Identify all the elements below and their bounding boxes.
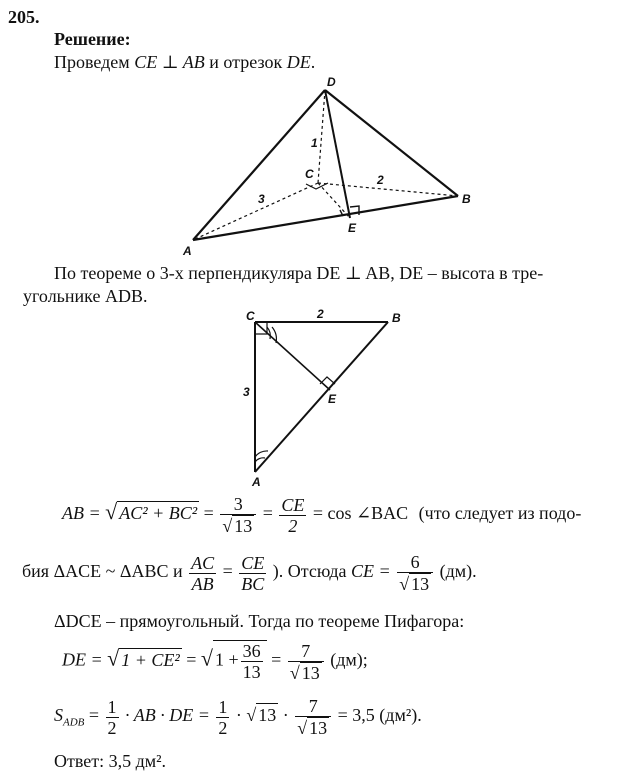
de-one-plus: 1 + — [215, 649, 239, 670]
sim-f2-den: BC — [241, 573, 265, 594]
sim-f3-den: 13 — [411, 574, 430, 594]
s-h2-num: 1 — [218, 696, 228, 717]
label-d: D — [327, 75, 336, 89]
sim-prefix: бия ΔACE ~ ΔABC и — [22, 561, 183, 582]
ab-f2-num: CE — [281, 494, 305, 515]
sim-eq: = — [222, 561, 233, 582]
de-r-num: 7 — [288, 641, 324, 662]
sim-f1-num: AC — [191, 552, 215, 573]
s-h-num: 1 — [107, 696, 117, 717]
ab-lhs: AB = — [62, 503, 101, 524]
s-r-den: 13 — [309, 718, 328, 738]
intro-prefix: Проведем — [54, 52, 130, 72]
answer-line: Ответ: 3,5 дм². — [54, 751, 167, 771]
s-sq: 13 — [258, 705, 277, 726]
label2-e: E — [328, 392, 337, 406]
pythagoras-line: ΔDCE – прямоугольный. Тогда по теореме Пифагора: — [54, 611, 465, 631]
ab-radicand: AC² + BC² — [119, 503, 198, 524]
s-dot1: · — [235, 705, 242, 726]
edge-da — [193, 90, 325, 240]
sim-f3-num: 6 — [397, 552, 433, 573]
len-dc: 1 — [311, 136, 318, 150]
edge-cb — [318, 183, 458, 196]
edge-db — [325, 90, 458, 196]
label-c: C — [305, 167, 314, 181]
len2-cb: 2 — [317, 307, 324, 321]
problem-number: 205. — [8, 7, 40, 27]
ab-eq1: = — [203, 503, 214, 524]
edge2-ab — [255, 322, 388, 472]
label-e: E — [348, 221, 357, 235]
s-sub: ADB — [63, 716, 85, 729]
edge-ca — [193, 183, 318, 240]
similarity-line: бия ΔACE ~ ΔABC и $\frac{AC}{AB}$ = $\frac{CE}{BC}$ ). Отсюда CE = $\frac{6}{√ 13}$ (дм). — [22, 552, 477, 594]
de-unit: (дм); — [330, 649, 368, 670]
intro-middle: и отрезок — [209, 52, 283, 72]
de-eq2: = — [271, 649, 282, 670]
s-eq: = — [88, 705, 100, 726]
sim-mid: ). Отсюда — [272, 561, 347, 582]
theorem-line-2: угольнике ADB. — [23, 286, 148, 306]
label2-c: C — [246, 309, 255, 323]
ab-f1-den: 13 — [234, 516, 253, 536]
len-cb: 2 — [377, 173, 384, 187]
s-mid: · AB · DE = — [125, 705, 210, 726]
s-lhs: S — [54, 705, 63, 726]
solution-heading: Решение: — [54, 29, 131, 49]
sim-f1-den: AB — [191, 573, 214, 594]
ab-f2-den: 2 — [288, 515, 298, 536]
sim-ce: CE = — [351, 561, 391, 582]
s-r-num: 7 — [295, 696, 331, 717]
len-ac: 3 — [258, 192, 265, 206]
sim-unit: (дм). — [439, 561, 477, 582]
de-lhs: DE = — [62, 649, 103, 670]
de-r-den: 13 — [301, 662, 320, 683]
formula-s: $S_{ADB}$ = $\frac{1}{2}$ · AB · DE = $\frac{1}{2}$ · √ 13 · $\frac{7}{√ 13}$ = 3,5 (дм²). — [54, 696, 422, 738]
edge-de — [325, 90, 350, 218]
de-f-den: 13 — [242, 662, 261, 682]
s-result: = 3,5 (дм²). — [337, 705, 422, 726]
de-rad1: 1 + CE² — [121, 649, 180, 670]
de-f-num: 36 — [242, 641, 261, 661]
formula-de: DE = √ 1 + CE² = √ 1 + $\frac{36}{13}$ = $\frac{7}{√ 13}$ (дм); — [62, 640, 368, 683]
intro-end: . — [310, 52, 316, 72]
label2-b: B — [392, 311, 401, 325]
intro-de: DE — [286, 52, 311, 72]
label2-a: A — [252, 475, 261, 489]
s-dot2: · — [282, 705, 289, 726]
formula-ab: AB = √ AC² + BC² = $\frac{3}{√ 13}$ = $\frac{CE}{2}$ = cos ∠BAC (что следует из подо- — [62, 494, 582, 536]
de-eq1: = — [186, 649, 197, 670]
ab-eq2: = — [262, 503, 273, 524]
ab-cos: cos ∠BAC — [327, 503, 409, 524]
s-h2-den: 2 — [218, 717, 228, 738]
label-a: A — [183, 244, 192, 258]
edge2-ce — [255, 322, 330, 390]
sim-f2-num: CE — [241, 552, 265, 573]
s-h-den: 2 — [107, 717, 117, 738]
ab-f1-num: 3 — [220, 494, 256, 515]
edge-ab — [193, 196, 458, 240]
intro-ce-perp-ab: CE ⊥ AB — [134, 52, 205, 72]
label-b: B — [462, 192, 471, 206]
ab-note: (что следует из подо- — [418, 503, 582, 524]
edge-dc — [318, 90, 325, 183]
theorem-line-1: По теореме о 3-х перпендикуляра DE ⊥ AB, DE – высота в тре- — [54, 263, 544, 283]
len2-ca: 3 — [243, 385, 250, 399]
ab-eq3: = — [312, 503, 324, 524]
